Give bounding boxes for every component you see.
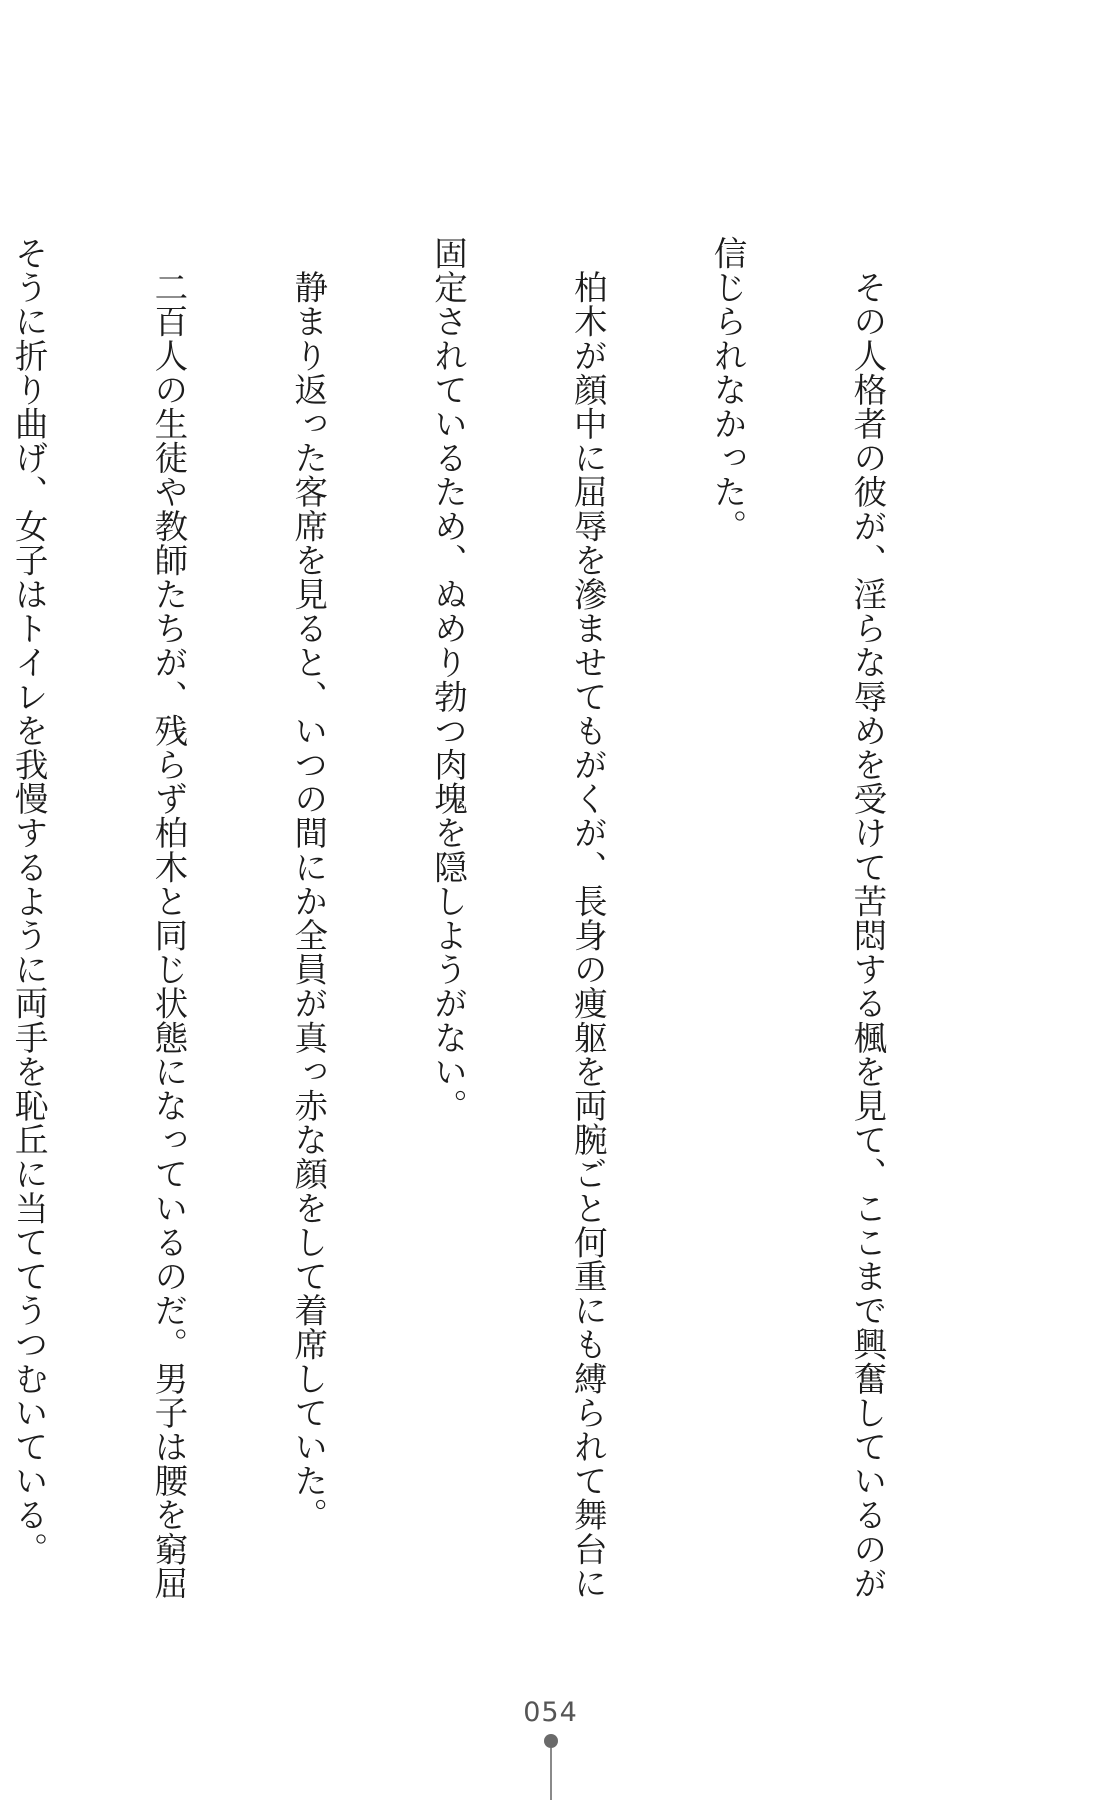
page-number: 054 [523,1697,578,1728]
text-line: その人格者の彼が、淫らな辱めを受けて苦悶する楓を見て、ここまで興奮しているのが [847,236,887,1600]
text-line: そうに折り曲げ、女子はトイレを我慢するように両手を恥丘に当ててうつむいている。 [9,236,49,1566]
page-marker-dot [544,1734,558,1748]
text-line: 信じられなかった。 [708,236,748,543]
text-line: 静まり返った客席を見ると、いつの間にか全員が真っ赤な顔をして着席していた。 [288,236,328,1532]
text-line: 二百人の生徒や教師たちが、残らず柏木と同じ状態になっているのだ。男子は腰を窮屈 [148,236,188,1600]
vertical-text-body [0,236,983,1600]
text-line: 柏木が顔中に屈辱を滲ませてもがくが、長身の痩躯を両腕ごと何重にも縛られて舞台に [568,236,608,1600]
page-marker-rule [550,1748,552,1800]
text-line: 固定されているため、ぬめり勃つ肉塊を隠しようがない。 [428,236,468,1123]
